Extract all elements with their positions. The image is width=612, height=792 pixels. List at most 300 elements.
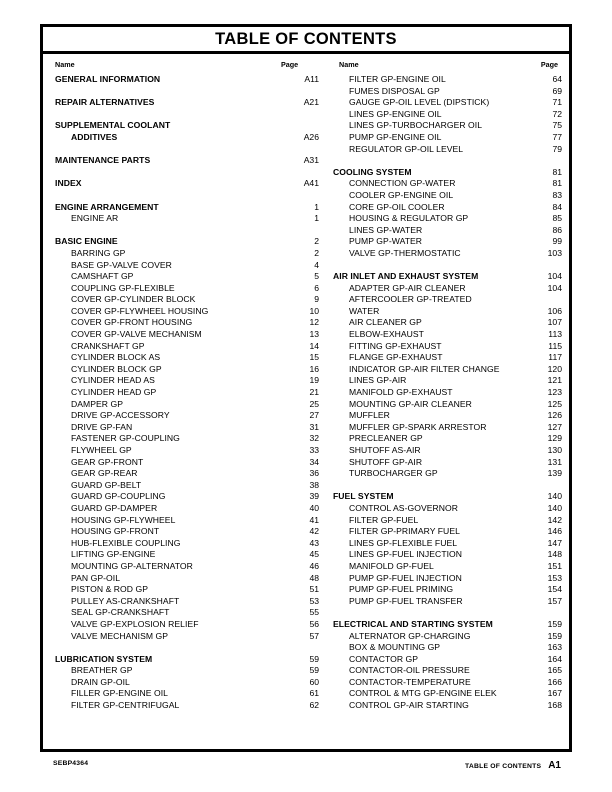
toc-body	[43, 74, 569, 749]
toc-dot-leader	[158, 555, 299, 556]
toc-entry-label: GUARD GP-BELT	[71, 479, 142, 490]
toc-entry-page: 71	[552, 97, 562, 108]
toc-section-entry[interactable]	[333, 271, 562, 283]
toc-entry-label: GUARD GP-DAMPER	[71, 502, 158, 513]
toc-entry-label: MAINTENANCE PARTS	[55, 155, 151, 166]
toc-sub-entry[interactable]	[333, 144, 562, 156]
toc-entry-page: 57	[309, 630, 319, 641]
toc-entry-page: 4	[314, 259, 319, 270]
toc-sub-entry[interactable]	[333, 225, 562, 237]
toc-dot-leader	[421, 520, 539, 521]
toc-sub-entry[interactable]	[55, 631, 319, 643]
toc-entry-page: 48	[309, 572, 319, 583]
toc-entry-page: 19	[309, 375, 319, 386]
toc-sub-entry[interactable]	[333, 74, 562, 86]
toc-sub-entry[interactable]	[55, 596, 319, 608]
toc-entry-label: AFTERCOOLER GP-TREATED	[349, 294, 472, 305]
toc-sub-entry[interactable]	[55, 260, 319, 272]
toc-sub-entry[interactable]	[333, 468, 562, 480]
toc-entry-page: 36	[309, 468, 319, 479]
toc-entry-label: GUARD GP-COUPLING	[71, 491, 166, 502]
toc-entry-label: ALTERNATOR GP-CHARGING	[349, 630, 471, 641]
toc-dot-leader	[490, 427, 540, 428]
toc-sub-entry[interactable]	[55, 573, 319, 585]
toc-dot-leader	[171, 636, 299, 637]
toc-section-entry[interactable]	[55, 654, 319, 666]
toc-dot-leader	[425, 242, 539, 243]
toc-group-spacer	[55, 190, 319, 202]
toc-sub-entry[interactable]	[333, 178, 562, 190]
toc-entry-page: 165	[547, 665, 562, 676]
toc-dot-leader	[136, 277, 299, 278]
toc-column-right	[333, 74, 562, 749]
toc-entry-label: CONTACTOR GP	[349, 653, 419, 664]
toc-dot-leader	[163, 358, 299, 359]
toc-entry-label: HOUSING & REGULATOR GP	[349, 213, 469, 224]
toc-dot-leader	[393, 416, 539, 417]
toc-sub-entry[interactable]	[55, 491, 319, 503]
toc-dot-leader	[446, 358, 540, 359]
toc-section-entry[interactable]	[333, 167, 562, 179]
toc-entry-label: FITTING GP-EXHAUST	[349, 340, 442, 351]
toc-dot-leader	[205, 335, 299, 336]
toc-entry-label: PUMP GP-WATER	[349, 236, 423, 247]
toc-entry-page: 2	[314, 247, 319, 258]
toc-entry-page: 77	[552, 131, 562, 142]
toc-dot-leader	[183, 439, 299, 440]
toc-sub-entry[interactable]	[333, 445, 562, 457]
toc-entry-page: 167	[547, 688, 562, 699]
toc-entry-label: DRIVE GP-ACCESSORY	[71, 410, 170, 421]
toc-entry-page: A41	[303, 178, 319, 189]
toc-dot-leader	[449, 80, 539, 81]
toc-sub-entry[interactable]	[55, 213, 319, 225]
toc-section-entry[interactable]	[333, 619, 562, 631]
toc-sub-entry[interactable]	[55, 306, 319, 318]
toc-dot-leader	[159, 393, 299, 394]
toc-entry-page: 104	[547, 282, 562, 293]
toc-entry-label: GENERAL INFORMATION	[55, 74, 161, 84]
toc-entry-page: 153	[547, 572, 562, 583]
toc-entry-label: VALVE GP-EXPLOSION RELIEF	[71, 618, 199, 629]
toc-sub-entry[interactable]	[333, 352, 562, 364]
toc-entry-label: SUPPLEMENTAL COOLANT	[55, 120, 171, 131]
toc-group-spacer	[55, 225, 319, 237]
toc-sub-entry[interactable]	[55, 688, 319, 700]
toc-sub-entry[interactable]	[333, 433, 562, 445]
toc-column-left	[55, 74, 319, 749]
toc-entry-label: MOUNTING GP-AIR CLEANER	[349, 398, 472, 409]
toc-entry-label: PUMP GP-FUEL TRANSFER	[349, 595, 463, 606]
toc-entry-label: PUMP GP-FUEL INJECTION	[349, 572, 462, 583]
toc-entry-page: 64	[552, 74, 562, 84]
toc-dot-leader	[126, 404, 299, 405]
toc-dot-leader	[475, 404, 539, 405]
toc-dot-leader	[211, 311, 299, 312]
toc-dot-leader	[448, 207, 539, 208]
toc-sub-entry[interactable]	[333, 399, 562, 411]
toc-dot-leader	[144, 485, 299, 486]
toc-sub-entry[interactable]	[55, 294, 319, 306]
toc-entry-label: MANIFOLD GP-FUEL	[349, 560, 434, 571]
toc-section-entry[interactable]	[333, 491, 562, 503]
toc-sub-entry[interactable]	[333, 190, 562, 202]
toc-dot-leader	[464, 253, 539, 254]
toc-sub-entry[interactable]	[55, 677, 319, 689]
toc-sub-entry[interactable]	[333, 584, 562, 596]
toc-entry-label: CYLINDER HEAD AS	[71, 375, 155, 386]
header-page-right: Page	[540, 60, 558, 69]
toc-sub-entry[interactable]	[333, 341, 562, 353]
toc-dot-leader	[471, 219, 539, 220]
toc-group-spacer	[333, 480, 562, 492]
toc-entry-page: 154	[547, 584, 562, 595]
toc-sub-entry[interactable]	[333, 317, 562, 329]
footer-section-label: TABLE OF CONTENTS	[465, 763, 542, 770]
toc-sub-entry[interactable]	[55, 364, 319, 376]
toc-dot-leader	[466, 149, 539, 150]
toc-entry-page: 139	[547, 468, 562, 479]
toc-section-entry[interactable]	[55, 74, 319, 86]
toc-entry-label: FUMES DISPOSAL GP	[349, 85, 440, 96]
toc-entry-page: 45	[309, 549, 319, 560]
toc-entry-page: 14	[309, 340, 319, 351]
toc-entry-label: MOUNTING GP-ALTERNATOR	[71, 560, 193, 571]
toc-dot-leader	[427, 335, 539, 336]
toc-dot-leader	[443, 91, 539, 92]
toc-entry-page: 115	[548, 340, 562, 351]
toc-entry-page: 72	[552, 108, 562, 119]
toc-dot-leader	[469, 288, 539, 289]
toc-sub-entry[interactable]	[333, 364, 562, 376]
toc-entry-page: 59	[309, 653, 319, 664]
toc-entry-page: 40	[309, 502, 319, 513]
toc-entry-label: CORE GP-OIL COOLER	[349, 201, 445, 212]
toc-section-entry-line2[interactable]	[55, 132, 319, 144]
toc-sub-entry[interactable]	[55, 399, 319, 411]
toc-entry-label: SEAL GP-CRANKSHAFT	[71, 607, 170, 618]
toc-sub-entry[interactable]	[55, 480, 319, 492]
toc-entry-label: LINES GP-AIR	[349, 375, 407, 386]
toc-entry-page: 1	[314, 213, 319, 224]
toc-dot-leader	[500, 694, 539, 695]
toc-entry-label: SHUTOFF AS-AIR	[349, 445, 421, 455]
toc-entry-page: 41	[309, 514, 319, 525]
toc-sub-entry[interactable]	[333, 132, 562, 144]
toc-entry-label: LINES GP-WATER	[349, 224, 423, 235]
toc-dot-leader	[128, 253, 299, 254]
toc-sub-entry[interactable]	[55, 700, 319, 712]
toc-dot-leader	[120, 137, 299, 138]
toc-dot-leader	[183, 543, 299, 544]
toc-entry-page: 6	[314, 282, 319, 293]
toc-entry-page: 99	[552, 236, 562, 247]
toc-entry-page: 164	[547, 653, 562, 664]
toc-sub-entry[interactable]	[333, 665, 562, 677]
toc-dot-leader	[121, 219, 299, 220]
toc-dot-leader	[168, 497, 299, 498]
toc-dot-leader	[196, 566, 299, 567]
toc-entry-page: 127	[547, 421, 562, 432]
toc-sub-entry[interactable]	[55, 329, 319, 341]
toc-dot-leader	[474, 682, 539, 683]
toc-entry-label: CONTACTOR-OIL PRESSURE	[349, 665, 470, 676]
toc-group-spacer	[333, 607, 562, 619]
toc-entry-page: 38	[309, 479, 319, 490]
toc-group-spacer	[333, 260, 562, 272]
toc-entry-label: COVER GP-FRONT HOUSING	[71, 317, 193, 328]
toc-sub-entry[interactable]	[55, 375, 319, 387]
toc-dot-leader	[465, 555, 539, 556]
toc-entry-page: 53	[309, 595, 319, 606]
toc-sub-entry[interactable]	[333, 410, 562, 422]
toc-dot-leader	[153, 161, 299, 162]
toc-entry-page: 146	[547, 526, 562, 537]
toc-sub-entry[interactable]	[55, 433, 319, 445]
toc-entry-page: 43	[309, 537, 319, 548]
toc-entry-label: FASTENER GP-COUPLING	[71, 433, 180, 444]
toc-entry-page: 83	[552, 189, 562, 200]
toc-sub-entry-line2[interactable]	[333, 306, 562, 318]
toc-entry-page: 130	[547, 445, 562, 455]
toc-dot-leader	[182, 601, 299, 602]
toc-entry-label: CRANKSHAFT GP	[71, 340, 145, 351]
toc-entry-page: A26	[303, 131, 319, 142]
toc-sub-entry[interactable]	[55, 271, 319, 283]
toc-entry-page: 159	[547, 630, 562, 641]
toc-entry-label: FILLER GP-ENGINE OIL	[71, 688, 168, 699]
toc-sub-entry[interactable]	[333, 561, 562, 573]
toc-entry-page: 59	[309, 665, 319, 676]
toc-entry-label: FILTER GP-CENTRIFUGAL	[71, 700, 180, 711]
toc-entry-page: 84	[552, 201, 562, 212]
footer-right-group	[465, 760, 561, 771]
toc-sub-entry[interactable]	[55, 607, 319, 619]
toc-dot-leader	[456, 195, 539, 196]
toc-dot-leader	[496, 624, 539, 625]
toc-section-entry[interactable]	[55, 202, 319, 214]
toc-entry-page: A11	[304, 74, 319, 84]
toc-entry-page: A31	[303, 155, 319, 166]
toc-sub-entry[interactable]	[333, 329, 562, 341]
toc-sub-entry[interactable]	[55, 468, 319, 480]
toc-sub-entry[interactable]	[333, 515, 562, 527]
toc-sub-entry[interactable]	[55, 283, 319, 295]
toc-dot-leader	[85, 184, 299, 185]
toc-entry-label: TURBOCHARGER GP	[349, 468, 438, 479]
toc-sub-entry[interactable]	[333, 213, 562, 225]
toc-dot-leader	[460, 543, 539, 544]
toc-sub-entry[interactable]	[333, 387, 562, 399]
toc-sub-entry[interactable]	[333, 631, 562, 643]
toc-entry-label: MUFFLER	[349, 410, 390, 421]
toc-sub-entry-line1	[333, 294, 562, 306]
toc-sub-entry[interactable]	[333, 248, 562, 260]
toc-sub-entry[interactable]	[55, 317, 319, 329]
toc-entry-label: CONTACTOR-TEMPERATURE	[349, 676, 471, 687]
toc-entry-label: REPAIR ALTERNATIVES	[55, 97, 155, 108]
toc-sub-entry[interactable]	[55, 584, 319, 596]
toc-section-entry[interactable]	[55, 178, 319, 190]
toc-sub-entry[interactable]	[55, 515, 319, 527]
toc-sub-entry[interactable]	[55, 457, 319, 469]
toc-entry-page: 140	[547, 491, 562, 502]
toc-sub-entry[interactable]	[55, 503, 319, 515]
toc-entry-page: 60	[309, 676, 319, 687]
toc-sub-entry[interactable]	[55, 665, 319, 677]
toc-entry-page: 15	[309, 352, 319, 363]
toc-sub-entry[interactable]	[55, 248, 319, 260]
toc-entry-page: 79	[552, 143, 562, 154]
toc-entry-label: COVER GP-FLYWHEEL HOUSING	[71, 305, 209, 316]
toc-entry-label: LUBRICATION SYSTEM	[55, 653, 153, 664]
document-code: SEBP4364	[53, 760, 89, 767]
toc-entry-label: AIR CLEANER GP	[349, 317, 422, 328]
toc-sub-entry[interactable]	[55, 538, 319, 550]
toc-dot-leader	[425, 230, 539, 231]
toc-dot-leader	[202, 624, 300, 625]
toc-dot-leader	[173, 416, 299, 417]
toc-sub-entry[interactable]	[333, 596, 562, 608]
toc-entry-page: 32	[309, 433, 319, 444]
toc-dot-leader	[182, 706, 299, 707]
toc-sub-entry[interactable]	[333, 109, 562, 121]
toc-entry-page: 121	[547, 375, 562, 386]
toc-dot-leader	[397, 497, 539, 498]
toc-sub-entry[interactable]	[333, 97, 562, 109]
toc-entry-label: REGULATOR GP-OIL LEVEL	[349, 143, 464, 154]
toc-dot-leader	[162, 532, 299, 533]
toc-dot-leader	[171, 694, 299, 695]
toc-dot-leader	[463, 532, 539, 533]
toc-entry-page: 142	[547, 514, 562, 525]
toc-entry-page: 104	[547, 271, 562, 282]
toc-dot-leader	[481, 277, 539, 278]
toc-dot-leader	[456, 590, 539, 591]
toc-sub-entry[interactable]	[55, 422, 319, 434]
toc-sub-entry[interactable]	[55, 352, 319, 364]
toc-entry-label: HUB-FLEXIBLE COUPLING	[71, 537, 181, 548]
toc-entry-label: CONTROL AS-GOVERNOR	[349, 502, 459, 513]
toc-entry-page: 159	[547, 618, 562, 629]
toc-group-spacer	[55, 86, 319, 98]
toc-sub-entry[interactable]	[333, 202, 562, 214]
toc-sub-entry[interactable]	[333, 375, 562, 387]
toc-sub-entry[interactable]	[333, 654, 562, 666]
toc-sub-entry[interactable]	[55, 549, 319, 561]
toc-entry-label: FILTER GP-ENGINE OIL	[349, 74, 446, 84]
toc-entry-label: BASIC ENGINE	[55, 236, 118, 247]
toc-dot-leader	[195, 323, 299, 324]
toc-entry-label: ENGINE AR	[71, 213, 119, 224]
toc-sub-entry[interactable]	[333, 236, 562, 248]
toc-dot-leader	[178, 520, 299, 521]
toc-entry-page: 140	[547, 502, 562, 513]
toc-entry-page: A21	[303, 97, 319, 108]
toc-entry-label: LINES GP-TURBOCHARGER OIL	[349, 120, 483, 131]
toc-sub-entry[interactable]	[333, 538, 562, 550]
toc-sub-entry[interactable]	[333, 700, 562, 712]
toc-sub-entry[interactable]	[333, 549, 562, 561]
toc-sub-entry[interactable]	[333, 688, 562, 700]
toc-entry-label: DRAIN GP-OIL	[71, 676, 130, 687]
toc-entry-page: 12	[309, 317, 319, 328]
toc-entry-page: 21	[309, 387, 319, 398]
toc-section-entry[interactable]	[55, 236, 319, 248]
toc-sub-entry[interactable]	[333, 526, 562, 538]
toc-entry-page: 107	[547, 317, 562, 328]
toc-dot-leader	[425, 323, 539, 324]
toc-entry-label: CONNECTION GP-WATER	[349, 178, 456, 189]
toc-entry-label: VALVE MECHANISM GP	[71, 630, 169, 641]
toc-entry-page: 147	[547, 537, 562, 548]
toc-dot-leader	[157, 103, 299, 104]
toc-sub-entry[interactable]	[333, 422, 562, 434]
toc-sub-entry[interactable]	[333, 677, 562, 689]
toc-dot-leader	[424, 451, 539, 452]
toc-dot-leader	[445, 114, 539, 115]
toc-dot-leader	[165, 369, 299, 370]
toc-entry-label: GEAR GP-FRONT	[71, 456, 144, 467]
toc-sub-entry[interactable]	[55, 526, 319, 538]
toc-entry-page: 129	[547, 433, 562, 444]
toc-entry-label: INDICATOR GP-AIR FILTER CHANGE	[349, 363, 500, 374]
toc-dot-leader	[441, 474, 539, 475]
toc-dot-leader	[121, 242, 299, 243]
toc-entry-label: SHUTOFF GP-AIR	[349, 456, 423, 467]
toc-sub-entry[interactable]	[333, 283, 562, 295]
toc-group-spacer	[333, 155, 562, 167]
toc-entry-label: COVER GP-CYLINDER BLOCK	[71, 294, 196, 305]
toc-entry-page: 103	[547, 247, 562, 258]
toc-entry-page: 148	[547, 549, 562, 560]
toc-dot-leader	[178, 288, 299, 289]
toc-entry-label: PULLEY AS-CRANKSHAFT	[71, 595, 180, 606]
toc-sub-entry[interactable]	[55, 341, 319, 353]
toc-entry-page: 25	[309, 398, 319, 409]
toc-section-entry[interactable]	[55, 97, 319, 109]
toc-section-entry[interactable]	[55, 155, 319, 167]
toc-group-spacer	[55, 167, 319, 179]
toc-entry-page: 86	[552, 224, 562, 235]
toc-entry-label: LIFTING GP-ENGINE	[71, 549, 156, 560]
toc-entry-page: 56	[309, 618, 319, 629]
toc-sub-entry[interactable]	[55, 445, 319, 457]
toc-entry-label: LINES GP-ENGINE OIL	[349, 108, 442, 119]
toc-sub-entry[interactable]	[333, 86, 562, 98]
toc-sub-entry[interactable]	[55, 561, 319, 573]
toc-entry-label: CAMSHAFT GP	[71, 271, 134, 282]
toc-entry-label: GAUGE GP-OIL LEVEL (DIPSTICK)	[349, 97, 490, 108]
toc-sub-entry[interactable]	[55, 387, 319, 399]
toc-sub-entry[interactable]	[333, 642, 562, 654]
toc-entry-page: 69	[552, 85, 562, 96]
toc-entry-label: VALVE GP-THERMOSTATIC	[349, 247, 461, 258]
toc-entry-page: 163	[547, 642, 562, 653]
toc-entry-page: 2	[314, 236, 319, 247]
toc-dot-leader	[444, 137, 539, 138]
toc-sub-entry[interactable]	[55, 619, 319, 631]
toc-sub-entry[interactable]	[333, 120, 562, 132]
toc-sub-entry[interactable]	[333, 573, 562, 585]
toc-entry-page: 123	[547, 387, 562, 398]
toc-sub-entry[interactable]	[333, 503, 562, 515]
toc-sub-entry[interactable]	[333, 457, 562, 469]
toc-entry-page: 168	[547, 700, 562, 711]
toc-dot-leader	[443, 648, 539, 649]
toc-sub-entry[interactable]	[55, 410, 319, 422]
toc-entry-page: 9	[314, 294, 319, 305]
